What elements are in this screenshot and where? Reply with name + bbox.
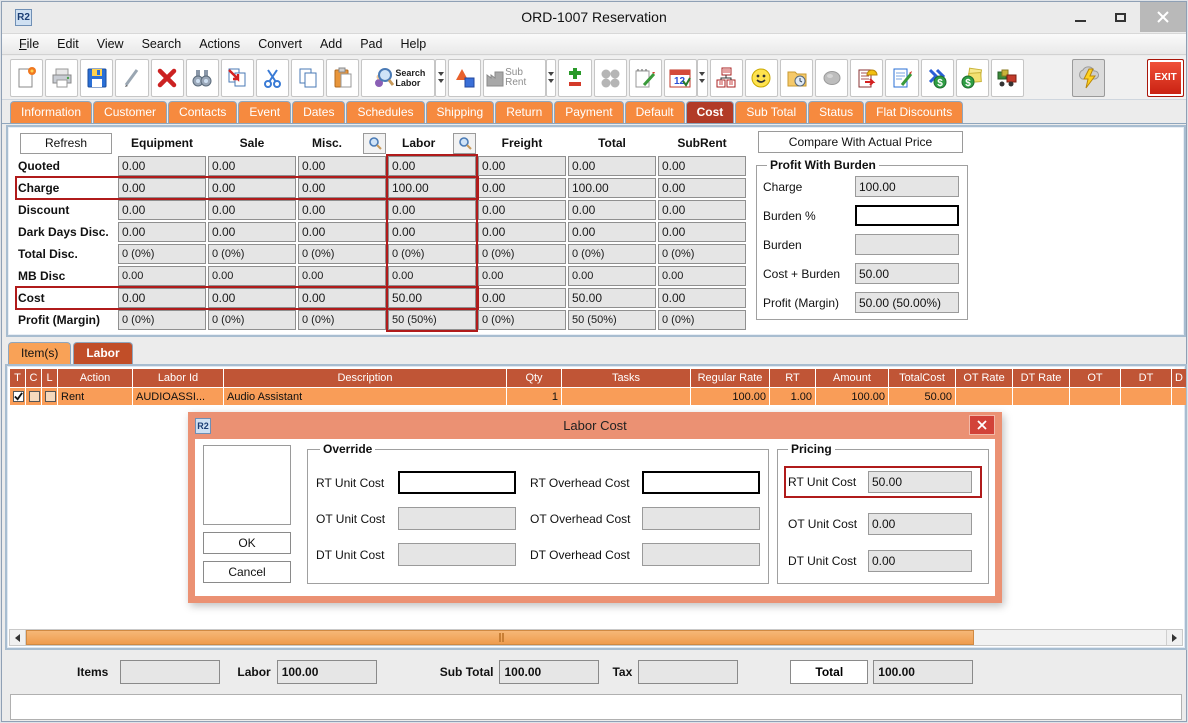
pricing-title: Pricing <box>791 442 832 456</box>
ot-unit-cost-label: OT Unit Cost <box>316 511 386 526</box>
menu-bar <box>2 33 1186 55</box>
lt-col-ot-rate[interactable]: OT Rate <box>956 369 1012 387</box>
delete-x-icon <box>155 66 179 90</box>
menu-file[interactable]: File <box>19 37 40 51</box>
labor-table <box>9 368 1187 406</box>
lt-col-l[interactable]: L <box>42 369 57 387</box>
contact-button[interactable] <box>745 59 778 97</box>
cost-cell: 0.00 <box>118 266 206 286</box>
pricing-dt-unit-label: DT Unit Cost <box>788 554 857 568</box>
copy-arrow-icon <box>225 66 249 90</box>
rt-overhead-cost-label: RT Overhead Cost <box>530 475 630 490</box>
cost-cell: 0.00 <box>568 156 656 176</box>
cost-cell: 0.00 <box>208 178 296 198</box>
sub-rent-dropdown[interactable] <box>546 59 557 97</box>
cost-burden-field: 50.00 <box>855 263 959 284</box>
lt-col-action[interactable]: Action <box>58 369 132 387</box>
cost-cell: 0 (0%) <box>478 244 566 264</box>
pricing-rt-unit-field <box>868 471 972 493</box>
window-title: ORD-1007 Reservation <box>521 9 667 25</box>
cost-cell: 0.00 <box>388 200 476 220</box>
labor-cost-dialog <box>188 412 1002 603</box>
cost-cell: 0.00 <box>298 222 386 242</box>
lt-col-totalcost[interactable]: TotalCost <box>889 369 955 387</box>
status-bar <box>10 694 1182 720</box>
cost-cell: 50 (50%) <box>388 310 476 330</box>
rt-unit-cost-input[interactable] <box>398 471 516 494</box>
svg-text:$: $ <box>937 77 943 89</box>
cost-cell: 100.00 <box>388 178 476 198</box>
new-document-icon <box>15 66 39 90</box>
burden-label: Burden <box>763 237 802 252</box>
clipboard-icon <box>331 66 355 90</box>
cell-ot <box>1070 388 1120 405</box>
tab-customer[interactable]: Customer <box>93 101 167 123</box>
col-header-subrent: SubRent <box>677 136 727 150</box>
cell-d <box>1172 388 1186 405</box>
tab-dates[interactable]: Dates <box>292 101 345 123</box>
check-icon <box>14 392 23 401</box>
cost-cell: 0.00 <box>478 222 566 242</box>
cost-cell: 0 (0%) <box>478 310 566 330</box>
col-header-misc: Misc. <box>312 136 343 150</box>
factory-icon <box>484 67 505 89</box>
menu-pad[interactable]: Pad <box>360 37 383 51</box>
cost-cell: 0 (0%) <box>208 310 296 330</box>
cost-cell: 0.00 <box>208 266 296 286</box>
cut-button[interactable] <box>256 59 289 97</box>
rt-unit-cost-highlight <box>784 466 982 498</box>
lt-col-tasks[interactable]: Tasks <box>562 369 690 387</box>
new-document-button[interactable] <box>10 59 43 97</box>
app-logo-icon: R2 <box>15 9 32 26</box>
pricing-ot-unit-label: OT Unit Cost <box>788 517 858 531</box>
l-checkbox[interactable] <box>45 391 56 402</box>
cost-cell: 0.00 <box>658 222 746 242</box>
lt-col-d[interactable]: D <box>1172 369 1186 387</box>
paste-special-button[interactable] <box>221 59 254 97</box>
plus-minus-icon <box>563 66 587 90</box>
cost-cell: 0.00 <box>658 266 746 286</box>
col-header-equipment: Equipment <box>131 136 193 150</box>
cost-cell: 0.00 <box>208 288 296 308</box>
tab-event[interactable]: Event <box>238 101 291 123</box>
row-label-total-disc: Total Disc. <box>16 244 116 264</box>
shapes-icon <box>453 66 477 90</box>
cost-cell: 0.00 <box>568 266 656 286</box>
cost-cell: 50.00 <box>388 288 476 308</box>
cell-rt: 1.00 <box>770 388 815 405</box>
print-icon <box>50 66 74 90</box>
cost-cell: 0.00 <box>298 178 386 198</box>
t-checkbox-checked[interactable] <box>13 391 24 402</box>
magnifier-icon <box>458 136 472 150</box>
delete-button[interactable] <box>151 59 184 97</box>
tax-field <box>638 660 738 684</box>
lt-col-labor-id[interactable]: Labor Id <box>133 369 223 387</box>
search-labor-dropdown[interactable] <box>435 59 446 97</box>
tab-flat-discounts[interactable]: Flat Discounts <box>865 101 963 123</box>
save-button[interactable] <box>80 59 113 97</box>
main-tab-bar <box>2 101 1186 124</box>
cost-cell: 0.00 <box>658 156 746 176</box>
cost-cell: 50 (50%) <box>568 310 656 330</box>
pricing-dt-unit-field <box>868 550 972 572</box>
profit-with-burden-group <box>756 158 968 320</box>
lightning-icon <box>1076 65 1102 91</box>
smiley-icon <box>749 66 773 90</box>
dialog-blank-panel <box>203 445 291 525</box>
menu-view[interactable]: View <box>96 37 124 51</box>
cost-cell: 0 (0%) <box>118 310 206 330</box>
profit-margin-label: Profit (Margin) <box>763 295 840 310</box>
burden-pct-input[interactable] <box>855 205 959 226</box>
labor-label: Labor <box>237 665 271 679</box>
close-button[interactable] <box>1140 2 1186 32</box>
col-header-total: Total <box>598 136 626 150</box>
ot-overhead-cost-label: OT Overhead Cost <box>530 511 631 526</box>
row-label-cost: Cost <box>16 288 116 308</box>
menu-edit[interactable]: Edit <box>57 37 79 51</box>
menu-add[interactable]: Add <box>319 37 343 51</box>
cost-cell: 0 (0%) <box>118 244 206 264</box>
tab-items[interactable]: Item(s) <box>8 342 71 364</box>
cell-description: Audio Assistant <box>224 388 506 405</box>
dt-overhead-cost-input <box>642 543 760 566</box>
ot-overhead-cost-input <box>642 507 760 530</box>
cost-cell: 0.00 <box>658 178 746 198</box>
hardhat-worker-icon <box>855 66 879 90</box>
scroll-left-button[interactable] <box>10 630 26 645</box>
toolbar <box>2 56 1186 100</box>
svg-text:12: 12 <box>674 75 686 87</box>
dialog-logo-icon: R2 <box>195 418 211 434</box>
dialog-title-bar[interactable] <box>188 412 1002 439</box>
tab-default[interactable]: Default <box>625 101 685 123</box>
cost-cell: 0.00 <box>478 156 566 176</box>
tab-shipping[interactable]: Shipping <box>426 101 495 123</box>
cost-cell: 0.00 <box>478 288 566 308</box>
row-label-charge: Charge <box>16 178 116 198</box>
row-label-mb-disc: MB Disc <box>16 266 116 286</box>
menu-search[interactable]: Search <box>141 37 182 51</box>
cost-cell: 0 (0%) <box>208 244 296 264</box>
total-field: 100.00 <box>873 660 973 684</box>
dollar-notes-icon <box>960 66 984 90</box>
arrow-left-icon <box>15 634 20 642</box>
subtotal-field: 100.00 <box>499 660 599 684</box>
scroll-right-button[interactable] <box>1166 630 1182 645</box>
crew-structure-button[interactable] <box>710 59 743 97</box>
cost-cell: 0.00 <box>388 222 476 242</box>
grey-stamp-icon <box>820 66 844 90</box>
cost-cell: 0 (0%) <box>298 310 386 330</box>
close-icon <box>1157 11 1169 23</box>
edit-form-button[interactable] <box>885 59 918 97</box>
cost-cell: 0.00 <box>478 178 566 198</box>
total-label: Total <box>790 660 868 684</box>
menu-convert[interactable]: Convert <box>258 37 302 51</box>
cost-cell: 0.00 <box>298 266 386 286</box>
cost-cell: 0.00 <box>568 200 656 220</box>
search-labor-label2: Labor <box>395 77 421 88</box>
crew-assign-button[interactable] <box>850 59 883 97</box>
cost-cell: 0.00 <box>298 156 386 176</box>
dialog-title: Labor Cost <box>563 418 627 433</box>
cost-panel <box>6 125 1186 337</box>
tab-payment[interactable]: Payment <box>554 101 623 123</box>
cost-cell: 0 (0%) <box>298 244 386 264</box>
horizontal-scrollbar[interactable] <box>9 629 1183 646</box>
lt-col-description[interactable]: Description <box>224 369 506 387</box>
print-button[interactable] <box>45 59 78 97</box>
scissors-icon <box>261 66 285 90</box>
burden-field <box>855 234 959 255</box>
c-checkbox[interactable] <box>29 391 40 402</box>
availability-button[interactable] <box>594 59 627 97</box>
search-labor-button[interactable] <box>361 59 435 97</box>
dt-unit-cost-input <box>398 543 516 566</box>
row-label-quoted: Quoted <box>16 156 116 176</box>
exit-label: EXIT <box>1154 72 1177 83</box>
lt-col-qty[interactable]: Qty <box>507 369 561 387</box>
burden-pct-label: Burden % <box>763 208 816 223</box>
dollar-arrows-icon <box>925 66 949 90</box>
search-labor-label1: Search <box>395 67 426 78</box>
notes-button[interactable] <box>629 59 662 97</box>
row-label-profit: Profit (Margin) <box>16 310 116 330</box>
lt-col-ot[interactable]: OT <box>1070 369 1120 387</box>
cell-tasks <box>562 388 690 405</box>
rt-unit-cost-label: RT Unit Cost <box>316 475 385 490</box>
col-header-freight: Freight <box>501 136 543 150</box>
pricing-ot-unit-field <box>868 513 972 535</box>
cost-cell: 0.00 <box>118 178 206 198</box>
cell-amount: 100.00 <box>816 388 888 405</box>
cell-dt-rate <box>1013 388 1069 405</box>
lt-col-dt[interactable]: DT <box>1121 369 1171 387</box>
ot-unit-cost-input <box>398 507 516 530</box>
cost-cell: 0 (0%) <box>388 244 476 264</box>
form-pencil-icon <box>890 66 914 90</box>
cost-cell: 0.00 <box>658 200 746 220</box>
totals-bar <box>2 653 1186 691</box>
lt-col-rt[interactable]: RT <box>770 369 815 387</box>
maximize-button[interactable] <box>1100 2 1140 32</box>
profit-with-burden-title: Profit With Burden <box>770 158 876 172</box>
edit-pencil-button[interactable] <box>115 59 148 97</box>
tab-sub-total[interactable]: Sub Total <box>735 101 807 123</box>
row-label-discount: Discount <box>16 200 116 220</box>
price-notes-button[interactable] <box>956 59 989 97</box>
tab-labor[interactable]: Labor <box>73 342 132 364</box>
charge-field: 100.00 <box>855 176 959 197</box>
org-chart-icon <box>714 66 738 90</box>
labor-table-row[interactable] <box>10 388 1186 405</box>
cell-totalcost: 50.00 <box>889 388 955 405</box>
minimize-button[interactable] <box>1060 2 1100 32</box>
lt-col-regular-rate[interactable]: Regular Rate <box>691 369 769 387</box>
lt-col-t[interactable]: T <box>10 369 25 387</box>
override-group <box>307 442 769 584</box>
cost-cell: 0.00 <box>298 200 386 220</box>
cost-grid <box>16 132 750 330</box>
scrollbar-grip <box>499 633 501 642</box>
cost-cell: 0.00 <box>118 288 206 308</box>
magnifier-icon <box>368 136 382 150</box>
detail-tab-bar <box>8 341 135 364</box>
stamp-button[interactable] <box>815 59 848 97</box>
cost-cell: 0.00 <box>118 222 206 242</box>
search-labor-icon <box>371 66 395 90</box>
add-remove-button[interactable] <box>558 59 591 97</box>
tab-schedules[interactable]: Schedules <box>346 101 424 123</box>
pencil-icon <box>120 66 144 90</box>
menu-help[interactable]: Help <box>400 37 427 51</box>
fast-price-button[interactable] <box>921 59 954 97</box>
tab-information[interactable]: Information <box>10 101 92 123</box>
rt-overhead-cost-input[interactable] <box>642 471 760 494</box>
pricing-rt-unit-label: RT Unit Cost <box>788 475 857 489</box>
cost-cell: 0.00 <box>478 200 566 220</box>
quick-action-button[interactable] <box>1072 59 1105 97</box>
dt-overhead-cost-label: DT Overhead Cost <box>530 547 630 562</box>
refresh-button[interactable]: Refresh <box>20 133 112 154</box>
items-label: Items <box>77 665 109 679</box>
transport-button[interactable] <box>991 59 1024 97</box>
binoculars-icon <box>190 66 214 90</box>
tab-contacts[interactable]: Contacts <box>168 101 237 123</box>
cost-cell: 0.00 <box>118 156 206 176</box>
cost-cell: 0.00 <box>658 288 746 308</box>
col-header-sale: Sale <box>239 136 265 150</box>
save-icon <box>85 66 109 90</box>
exit-button[interactable] <box>1147 59 1184 97</box>
find-button[interactable] <box>186 59 219 97</box>
lt-col-amount[interactable]: Amount <box>816 369 888 387</box>
close-icon <box>977 420 987 430</box>
ok-button[interactable]: OK <box>203 532 291 554</box>
tab-return[interactable]: Return <box>495 101 553 123</box>
sub-rent-button[interactable] <box>483 59 545 97</box>
sub-rent-label: Sub Rent <box>505 66 527 88</box>
cancel-button[interactable]: Cancel <box>203 561 291 583</box>
cell-action: Rent <box>58 388 132 405</box>
dt-unit-cost-label: DT Unit Cost <box>316 547 385 562</box>
cost-cell: 0 (0%) <box>568 244 656 264</box>
cost-cell: 0.00 <box>388 156 476 176</box>
cost-cell: 0.00 <box>388 266 476 286</box>
cost-cell: 0.00 <box>118 200 206 220</box>
cell-regular-rate: 100.00 <box>691 388 769 405</box>
copy-icon <box>296 66 320 90</box>
cost-cell: 0.00 <box>208 156 296 176</box>
paste-button[interactable] <box>326 59 359 97</box>
labor-search-button[interactable] <box>453 133 476 154</box>
calendar-icon <box>668 66 692 90</box>
truck-icon <box>995 66 1019 90</box>
cost-cell: 0.00 <box>298 288 386 308</box>
arrow-right-icon <box>1172 634 1177 642</box>
cost-cell: 0.00 <box>568 222 656 242</box>
menu-actions[interactable]: Actions <box>199 37 241 51</box>
burden-panel <box>752 130 974 320</box>
row-label-dark-days: Dark Days Disc. <box>16 222 116 242</box>
tab-status[interactable]: Status <box>808 101 864 123</box>
scrollbar-thumb[interactable] <box>26 630 974 645</box>
copy-button[interactable] <box>291 59 324 97</box>
folder-clock-icon <box>785 66 809 90</box>
app-window <box>1 1 1187 722</box>
dialog-body <box>188 439 1002 603</box>
cost-cell: 0 (0%) <box>658 310 746 330</box>
cost-cell: 0.00 <box>208 222 296 242</box>
notepad-pencil-icon <box>633 66 657 90</box>
cost-cell: 0.00 <box>208 200 296 220</box>
cell-qty: 1 <box>507 388 561 405</box>
title-bar[interactable] <box>2 2 1186 32</box>
cost-cell: 50.00 <box>568 288 656 308</box>
lt-col-c[interactable]: C <box>26 369 41 387</box>
compare-actual-price-button[interactable]: Compare With Actual Price <box>758 131 963 153</box>
cell-dt <box>1121 388 1171 405</box>
svg-text:$: $ <box>965 77 971 89</box>
cost-cell: 0.00 <box>478 266 566 286</box>
profit-margin-field: 50.00 (50.00%) <box>855 292 959 313</box>
cost-cell: 0 (0%) <box>658 244 746 264</box>
labor-total-field: 100.00 <box>277 660 377 684</box>
cost-cell: 100.00 <box>568 178 656 198</box>
items-total-field <box>120 660 220 684</box>
cell-labor-id: AUDIOASSI... <box>133 388 223 405</box>
lt-col-dt-rate[interactable]: DT Rate <box>1013 369 1069 387</box>
override-title: Override <box>323 442 373 456</box>
tax-label: Tax <box>612 665 633 679</box>
cost-burden-label: Cost + Burden <box>763 266 841 281</box>
shapes-button[interactable] <box>448 59 481 97</box>
charge-label: Charge <box>763 179 803 194</box>
subtotal-label: Sub Total <box>439 665 494 679</box>
history-folder-button[interactable] <box>780 59 813 97</box>
col-header-labor: Labor <box>402 136 436 150</box>
cell-ot-rate <box>956 388 1012 405</box>
misc-search-button[interactable] <box>363 133 386 154</box>
calendar-dropdown[interactable] <box>697 59 708 97</box>
calendar-button[interactable] <box>664 59 697 97</box>
pricing-group <box>777 442 989 584</box>
tab-cost[interactable]: Cost <box>686 101 735 123</box>
circles-question-icon <box>598 66 622 90</box>
dialog-close-button[interactable] <box>969 415 995 435</box>
